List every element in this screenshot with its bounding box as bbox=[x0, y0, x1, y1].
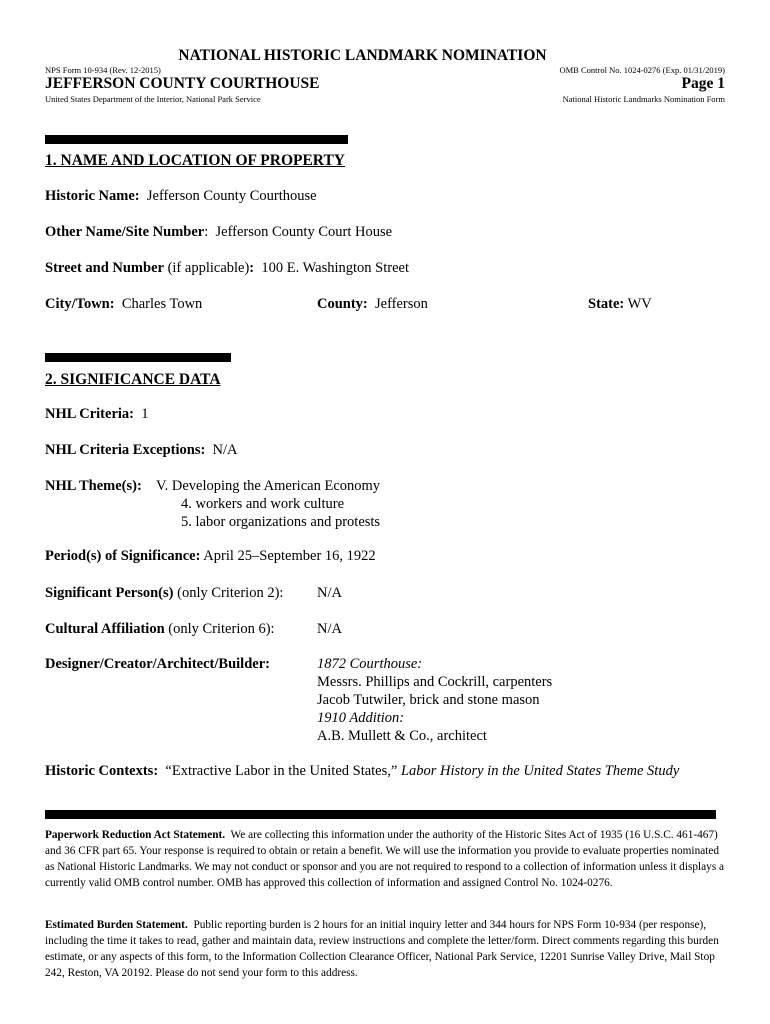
section-2-divider bbox=[45, 353, 231, 362]
state-label: State: bbox=[588, 296, 625, 312]
state-value: WV bbox=[627, 296, 652, 312]
paperwork-text: We are collecting this information under the authority of the Historic Sites Act of 1935 (16 U.S.C. 461-467) and 36 CFR part 65. Your response is required to obtain or retain a benefit. We will use the information you provide to evaluate properties nominated as National Historic Landmarks. We may not conduct or sponsor and you are not required to respond to a collection of information unless it displays a currently valid OMB control number. OMB has approved this collection of information and assigned Control No. 1024-0276. bbox=[45, 829, 725, 889]
burden-label: Estimated Burden Statement. bbox=[45, 919, 188, 931]
historic-contexts-row bbox=[45, 763, 679, 780]
street-note: (if applicable) bbox=[167, 260, 250, 276]
criteria-value: 1 bbox=[141, 406, 149, 422]
designer-subheading: 1872 Courthouse: bbox=[317, 656, 423, 672]
theme-item: V. Developing the American Economy bbox=[156, 478, 381, 494]
period-row bbox=[45, 548, 376, 565]
designer-line: Jacob Tutwiler, brick and stone mason bbox=[317, 692, 540, 708]
cultural-label: Cultural Affiliation bbox=[45, 621, 165, 637]
city-row bbox=[45, 296, 202, 313]
contexts-study: Labor History in the United States Theme Study bbox=[400, 763, 680, 779]
persons-row bbox=[45, 585, 283, 602]
persons-value: N/A bbox=[317, 585, 342, 601]
period-label: Period(s) of Significance: bbox=[45, 548, 201, 564]
theme-item: 5. labor organizations and protests bbox=[181, 514, 381, 530]
burden-statement bbox=[45, 917, 725, 981]
historic-name-label: Historic Name: bbox=[45, 188, 140, 204]
agency-name: United States Department of the Interior, National Park Service bbox=[45, 94, 261, 104]
exceptions-value: N/A bbox=[212, 442, 238, 458]
county-value: Jefferson bbox=[375, 296, 428, 312]
cultural-row bbox=[45, 621, 275, 638]
burden-text: Public reporting burden is 2 hours for an initial inquiry letter and 344 hours for NPS Form 10-934 (per response), including the time it takes to read, gather and maintain data, review instructions and complete the letter/form. Direct comments regarding this burden estimate, or any aspects of this form, to the Information Collection Clearance Officer, National Park Service, 12201 Sunrise Valley Drive, Mail Stop 242, Reston, VA 20192. Please do not send your form to this address. bbox=[45, 919, 719, 979]
page-number: Page 1 bbox=[681, 75, 725, 92]
street-row: Street and Number (if applicable): 100 E. Washington Street bbox=[45, 260, 409, 276]
exceptions-row bbox=[45, 442, 238, 459]
persons-note: (only Criterion 2): bbox=[177, 585, 284, 601]
state-row bbox=[588, 296, 652, 313]
cultural-value: N/A bbox=[317, 621, 342, 637]
designer-label: Designer/Creator/Architect/Builder: bbox=[45, 656, 270, 672]
document-title: NATIONAL HISTORIC LANDMARK NOMINATION bbox=[178, 47, 547, 64]
street-value: 100 E. Washington Street bbox=[261, 260, 409, 276]
period-value: April 25–September 16, 1922 bbox=[203, 548, 376, 564]
section-1-heading: 1. NAME AND LOCATION OF PROPERTY bbox=[45, 152, 345, 169]
designer-line: Messrs. Phillips and Cockrill, carpenters bbox=[317, 674, 553, 690]
city-label: City/Town: bbox=[45, 296, 115, 312]
property-name-header: JEFFERSON COUNTY COURTHOUSE bbox=[45, 75, 320, 92]
designer-subheading: 1910 Addition: bbox=[317, 710, 405, 726]
designer-line: A.B. Mullett & Co., architect bbox=[317, 728, 487, 744]
persons-label: Significant Person(s) bbox=[45, 585, 174, 601]
omb-control-number: OMB Control No. 1024-0276 (Exp. 01/31/2019) bbox=[559, 65, 725, 75]
exceptions-label: NHL Criteria Exceptions: bbox=[45, 442, 206, 458]
form-number: NPS Form 10-934 (Rev. 12-2015) bbox=[45, 65, 161, 75]
theme-item: 4. workers and work culture bbox=[181, 496, 345, 512]
contexts-quote: “Extractive Labor in the United States,” bbox=[165, 763, 398, 779]
footer-divider bbox=[45, 810, 716, 819]
other-name-value: Jefferson County Court House bbox=[215, 224, 393, 240]
historic-name-value: Jefferson County Courthouse bbox=[146, 188, 317, 204]
cultural-note: (only Criterion 6): bbox=[168, 621, 275, 637]
paperwork-statement bbox=[45, 827, 725, 891]
county-row bbox=[317, 296, 428, 313]
city-value: Charles Town bbox=[121, 296, 203, 312]
criteria-row bbox=[45, 406, 149, 423]
section-1-divider bbox=[45, 135, 348, 144]
themes-label: NHL Theme(s): bbox=[45, 478, 142, 494]
contexts-label: Historic Contexts: bbox=[45, 763, 159, 779]
form-name: National Historic Landmarks Nomination Form bbox=[562, 94, 725, 104]
other-name-row: Other Name/Site Number: Jefferson County Court House bbox=[45, 224, 393, 240]
historic-name-row bbox=[45, 188, 317, 205]
other-name-label: Other Name/Site Number bbox=[45, 224, 205, 240]
street-label: Street and Number bbox=[45, 260, 164, 276]
county-label: County: bbox=[317, 296, 368, 312]
section-2-heading: 2. SIGNIFICANCE DATA bbox=[45, 371, 221, 388]
paperwork-label: Paperwork Reduction Act Statement. bbox=[45, 829, 226, 841]
criteria-label: NHL Criteria: bbox=[45, 406, 134, 422]
